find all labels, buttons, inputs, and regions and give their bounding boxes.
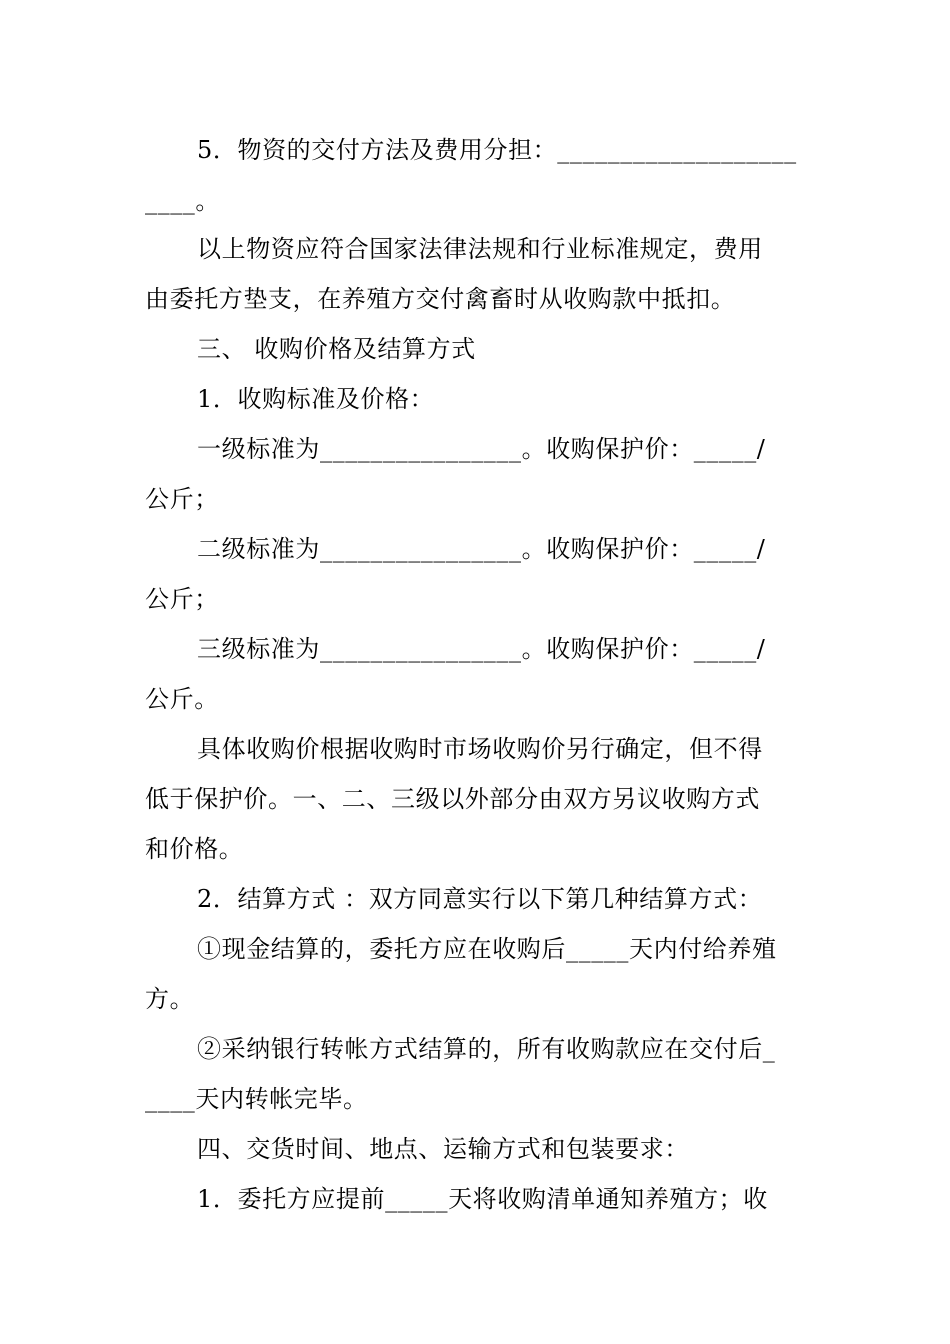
price-determination-paragraph: 具体收购价根据收购时市场收购价另行确定，但不得 xyxy=(197,735,763,763)
cash-settlement-option: ①现金结算的，委托方应在收购后_____天内付给养殖 xyxy=(197,935,777,963)
grade-1-price-unit: 公斤； xyxy=(145,485,219,513)
section-3-heading: 三、 收购价格及结算方式 xyxy=(197,335,476,363)
price-determination-continuation-2: 和价格。 xyxy=(145,835,244,863)
materials-standard-paragraph: 以上物资应符合国家法律法规和行业标准规定，费用 xyxy=(197,235,763,263)
grade-2-price-unit: 公斤； xyxy=(145,585,219,613)
clause-5-continuation: ____。 xyxy=(145,187,220,215)
price-determination-continuation-1: 低于保护价。一、二、三级以外部分由双方另议收购方式 xyxy=(145,785,760,813)
clause-2-settlement-method: 2．结算方式 ：双方同意实行以下第几种结算方式： xyxy=(197,885,763,913)
cash-settlement-continuation: 方。 xyxy=(145,985,195,1013)
section-4-heading: 四、交货时间、地点、运输方式和包装要求： xyxy=(197,1135,689,1163)
grade-2-price-line: 二级标准为________________。收购保护价：_____/ xyxy=(197,535,766,563)
clause-1-purchase-standard: 1．收购标准及价格： xyxy=(197,385,435,413)
grade-3-price-line: 三级标准为________________。收购保护价：_____/ xyxy=(197,635,766,663)
bank-transfer-option: ②采纳银行转帐方式结算的，所有收购款应在交付后_ xyxy=(197,1035,776,1063)
clause-1-advance-notice: 1．委托方应提前_____天将收购清单通知养殖方；收 xyxy=(197,1185,768,1213)
grade-3-price-unit: 公斤。 xyxy=(145,685,219,713)
grade-1-price-line: 一级标准为________________。收购保护价：_____/ xyxy=(197,435,766,463)
clause-5-delivery-method: 5．物资的交付方法及费用分担：___________________ xyxy=(197,136,797,164)
bank-transfer-continuation: ____天内转帐完毕。 xyxy=(145,1085,368,1113)
materials-standard-paragraph-continuation: 由委托方垫支，在养殖方交付禽畜时从收购款中抵扣。 xyxy=(145,285,736,313)
